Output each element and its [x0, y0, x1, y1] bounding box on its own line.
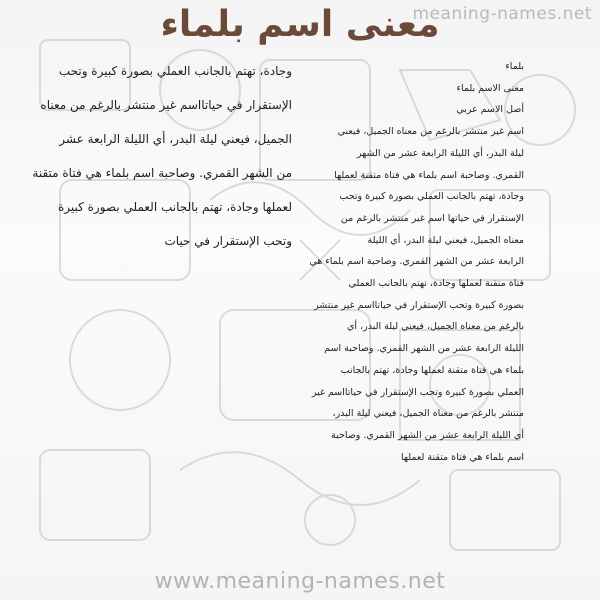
right-text-line: وجادة، تهتم بالجانب العملي بصورة كبيرة وتحب [339, 191, 524, 203]
right-text-line: اسم غير منتشر بالرغم من معناه الجميل، فيعني [337, 126, 524, 138]
right-text-line: الرابعة عشر من الشهر القمري. وصاحبة اسم بلماء هي [309, 256, 524, 268]
page-title: معنى اسم بلماء [160, 4, 440, 45]
left-text-line: الجميل، فيعني ليلة البدر، أي الليلة الرابعة عشر [59, 132, 292, 146]
left-text-line: وجادة، تهتم بالجانب العملي بصورة كبيرة وتحب [58, 64, 292, 78]
right-text-line: فتاة متقنة لعملها وجادة، تهتم بالجانب العملي [348, 278, 524, 290]
right-text-line: معناه الجميل، فيعني ليلة البدر، أي الليلة [367, 234, 524, 246]
right-text-line: بالرغم من معناه الجميل، فيعني ليلة البدر، أي [346, 321, 524, 333]
left-text-line: لعملها وجادة، تهتم بالجانب العملي بصورة كبيرة [57, 200, 292, 214]
right-text-line: منتشر بالرغم من معناه الجميل، فيعني ليلة البدر، [332, 408, 524, 420]
right-text-line: بلماء [505, 61, 524, 72]
right-text-line: الليلة الرابعة عشر من الشهر القمري. وصاحبة اسم [324, 343, 524, 355]
right-text-line: الإستقرار في حياتها اسم غير منتشر بالرغم من [340, 212, 524, 224]
right-text-line: ليلة البدر، أي الليلة الرابعة عشر من الشهر [356, 147, 524, 159]
right-text-line: أي الليلة الرابعة عشر من الشهر القمري. وصاحبة [331, 429, 524, 441]
right-text-line: بلماء هي فتاة متقنة لعملها وجادة، تهتم بالجانب [340, 364, 524, 376]
left-text-line: وتحب الإستقرار في حيات [164, 234, 292, 248]
right-text-line: العملي بصورة كبيرة وتحب الإستقرار في حياتااسم غير [311, 386, 524, 398]
left-text-line: من الشهر القمري. وصاحبة اسم بلماء هي فتاة متقنة [32, 166, 292, 180]
watermark-top: meaning-names.net [412, 4, 592, 24]
left-text-line: الإستقرار في حياتااسم غير منتشر بالرغم من معناه [40, 98, 292, 112]
left-text-column [12, 54, 292, 258]
right-text-line: اسم بلماء هي فتاة متقنة لعملها [401, 451, 524, 463]
right-text-line: معنى الاسم بلماء [456, 82, 524, 94]
right-text-line: أصل الاسم عربي [456, 104, 524, 116]
right-text-line: بصورة كبيرة وتحب الإستقرار في حياتااسم غير منتشر [314, 299, 524, 311]
right-text-line: القمري. وصاحبة اسم بلماء هي فتاة متقنة لعملها [334, 169, 524, 181]
right-text-column [296, 56, 524, 468]
watermark-bottom: www.meaning-names.net [154, 569, 446, 594]
